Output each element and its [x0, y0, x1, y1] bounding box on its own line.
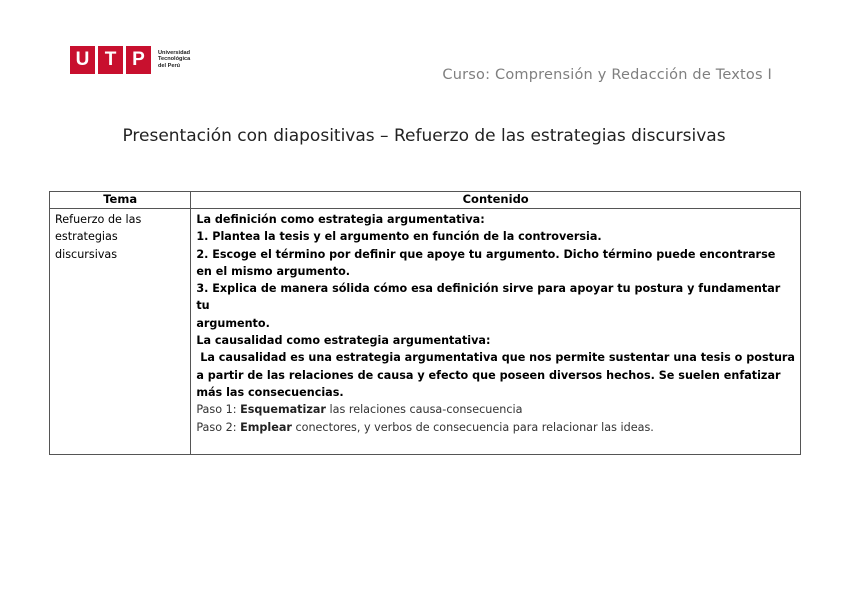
logo-letter-t: T — [98, 46, 123, 74]
causality-text-2: a partir de las relaciones de causa y efecto que poseen diversos hechos. Se suelen enfatizar — [196, 368, 781, 382]
definition-step-2a: 2. Escoge el término por definir que apoye tu argumento. Dicho término puede encontrarse — [196, 247, 776, 261]
header-contenido: Contenido — [191, 192, 801, 209]
tema-line-1: Refuerzo de las estrategias — [55, 213, 142, 244]
step-2-text: conectores, y verbos de consecuencia para relacionar las ideas. — [291, 420, 654, 434]
logo-line-3: del Perú — [158, 62, 181, 69]
logo-line-2: Tecnológica — [158, 56, 191, 63]
step-2-keyword: Emplear — [240, 420, 292, 434]
content-table — [49, 191, 801, 455]
logo-university-name — [158, 50, 190, 69]
definition-step-2b: en el mismo argumento. — [196, 264, 350, 278]
step-1-text: las relaciones causa-consecuencia — [325, 403, 523, 417]
definition-step-3a: 3. Explica de manera sólida cómo esa definición sirve para apoyar tu postura y fundamentar tu — [196, 282, 781, 313]
step-1-label: Paso 1: — [196, 403, 241, 417]
tema-cell — [50, 209, 191, 455]
table-row — [50, 209, 801, 455]
logo-line-1: Universidad — [158, 50, 191, 57]
causality-heading: La causalidad como estrategia argumentativa: — [196, 334, 491, 348]
step-1-line — [196, 401, 795, 418]
definition-step-1: 1. Plantea la tesis y el argumento en función de la controversia. — [196, 230, 602, 244]
definition-heading: La definición como estrategia argumentativa: — [196, 213, 485, 226]
step-1-keyword: Esquematizar — [240, 403, 326, 417]
step-2-label: Paso 2: — [196, 420, 241, 434]
header-tema: Tema — [50, 192, 191, 209]
logo-letter-u: U — [70, 46, 95, 74]
definition-step-3b: argumento. — [196, 316, 270, 330]
step-2-line — [196, 419, 795, 436]
contenido-cell — [191, 209, 801, 455]
logo-letter-p: P — [126, 46, 151, 74]
causality-text-1: La causalidad es una estrategia argumentativa que nos permite sustentar una tesis o postura — [196, 351, 795, 365]
causality-text-3: más las consecuencias. — [196, 385, 344, 399]
utp-logo — [70, 45, 190, 74]
page-title: Presentación con diapositivas – Refuerzo de las estrategias discursivas — [122, 126, 726, 146]
course-name: Curso: Comprensión y Redacción de Textos I — [442, 67, 772, 83]
table-header-row — [50, 192, 801, 209]
tema-line-2: discursivas — [55, 247, 118, 261]
